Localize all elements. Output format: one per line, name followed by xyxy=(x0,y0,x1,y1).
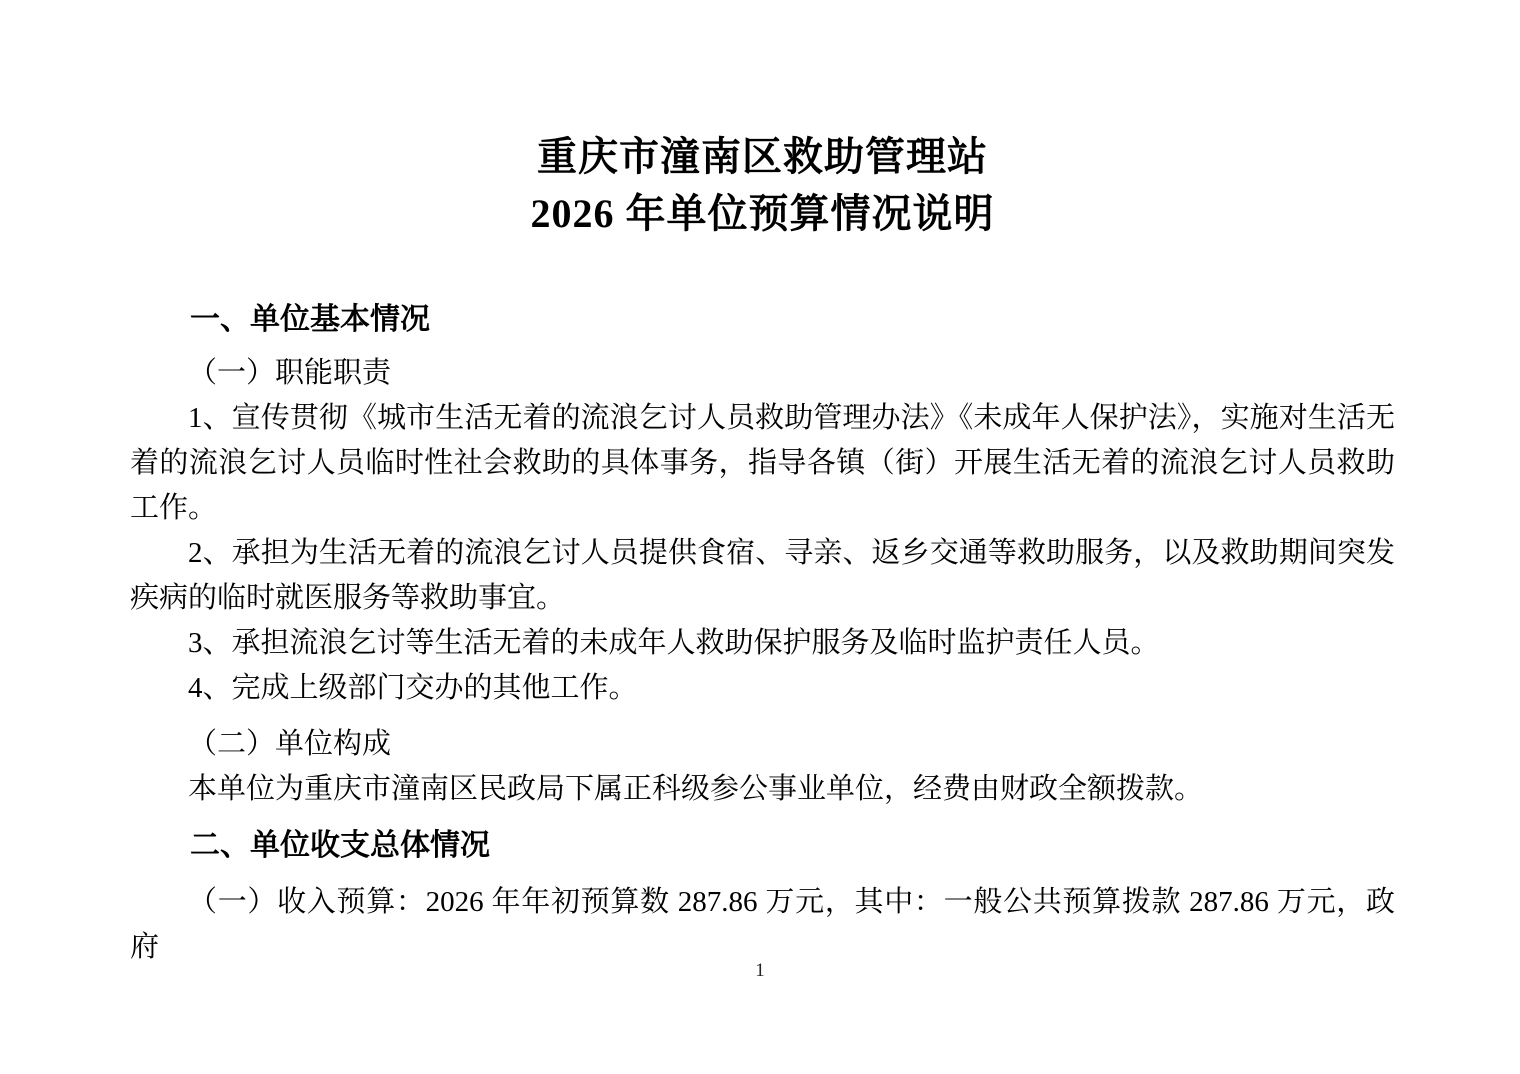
paragraph-duty-3: 3、承担流浪乞讨等生活无着的未成年人救助保护服务及临时监护责任人员。 xyxy=(188,627,1160,659)
subsection-heading-unit-composition: （二）单位构成 xyxy=(188,728,392,760)
paragraph-unit-composition: 本单位为重庆市潼南区民政局下属正科级参公事业单位，经费由财政全额拨款。 xyxy=(188,773,1204,805)
page-number: 1 xyxy=(755,960,765,981)
paragraph-duty-2: 2、承担为生活无着的流浪乞讨人员提供食宿、寻亲、返乡交通等救助服务，以及救助期间突发疾病的临时就医服务等救助事宜。 xyxy=(130,537,1395,614)
paragraph-duty-1: 1、宣传贯彻《城市生活无着的流浪乞讨人员救助管理办法》《未成年人保护法》，实施对生活无着的流浪乞讨人员临时性社会救助的具体事务，指导各镇（街）开展生活无着的流浪乞讨人员救助工作。 xyxy=(130,402,1395,524)
subsection-heading-functions-duties: （一）职能职责 xyxy=(188,357,392,389)
paragraph-income-budget: （一）收入预算：2026 年年初预算数 287.86 万元，其中：一般公共预算拨款 287.86 万元，政府 xyxy=(130,886,1395,963)
section-heading-revenue-expenditure-overview: 二、单位收支总体情况 xyxy=(190,829,490,862)
document-title-line-2: 2026 年单位预算情况说明 xyxy=(530,191,995,236)
paragraph-duty-4: 4、完成上级部门交办的其他工作。 xyxy=(188,672,638,704)
section-heading-unit-basic-info: 一、单位基本情况 xyxy=(190,303,430,336)
document-title-line-1: 重庆市潼南区救助管理站 xyxy=(537,134,988,179)
document-title xyxy=(130,0,1395,242)
